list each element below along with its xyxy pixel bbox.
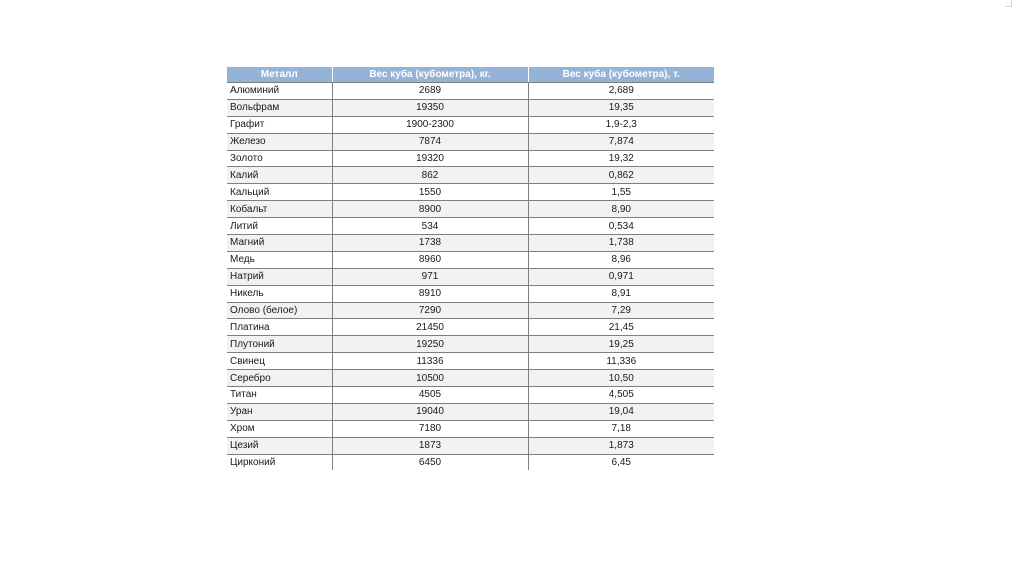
table-row [227,251,714,268]
cell-weight-kg: 7874 [332,133,528,150]
cell-weight-kg: 10500 [332,370,528,387]
table-row [227,235,714,252]
cell-metal-name: Хром [227,420,332,437]
table-row [227,116,714,133]
cell-weight-t: 1,9-2,3 [528,116,714,133]
cell-weight-kg: 1873 [332,437,528,454]
cell-weight-t: 11,336 [528,353,714,370]
cell-weight-t: 19,04 [528,403,714,420]
cell-weight-kg: 2689 [332,83,528,100]
cell-weight-t: 0,862 [528,167,714,184]
table-row [227,133,714,150]
cell-weight-kg: 11336 [332,353,528,370]
cell-weight-kg: 19250 [332,336,528,353]
cell-metal-name: Алюминий [227,83,332,100]
table-row [227,285,714,302]
table-row [227,83,714,100]
table-row [227,268,714,285]
cell-weight-kg: 19040 [332,403,528,420]
table-row [227,319,714,336]
table-row [227,437,714,454]
cell-weight-t: 7,29 [528,302,714,319]
table-row [227,387,714,404]
cell-weight-kg: 4505 [332,387,528,404]
metal-density-table [227,67,714,470]
cell-weight-t: 1,738 [528,235,714,252]
header-metal: Металл [227,67,332,83]
cell-weight-t: 19,32 [528,150,714,167]
header-weight-t: Вес куба (кубометра), т. [528,67,714,83]
cell-weight-t: 7,18 [528,420,714,437]
cell-weight-t: 19,35 [528,99,714,116]
cell-metal-name: Титан [227,387,332,404]
table-row [227,99,714,116]
cell-metal-name: Кальций [227,184,332,201]
cell-metal-name: Литий [227,218,332,235]
cell-weight-kg: 1550 [332,184,528,201]
table-body [227,83,714,471]
table-row [227,184,714,201]
cell-metal-name: Медь [227,251,332,268]
cell-metal-name: Серебро [227,370,332,387]
table-row [227,167,714,184]
cell-weight-kg: 8900 [332,201,528,218]
cell-weight-t: 8,91 [528,285,714,302]
table-row [227,420,714,437]
cell-weight-kg: 1738 [332,235,528,252]
cell-metal-name: Никель [227,285,332,302]
cell-weight-kg: 8910 [332,285,528,302]
cell-metal-name: Плутоний [227,336,332,353]
cell-weight-kg: 19320 [332,150,528,167]
cell-weight-t: 2,689 [528,83,714,100]
table-row [227,370,714,387]
table-row [227,302,714,319]
cell-weight-kg: 21450 [332,319,528,336]
cell-weight-kg: 971 [332,268,528,285]
cell-metal-name: Платина [227,319,332,336]
cell-weight-kg: 7180 [332,420,528,437]
table-row [227,353,714,370]
cell-weight-kg: 1900-2300 [332,116,528,133]
cell-weight-t: 10,50 [528,370,714,387]
cell-metal-name: Магний [227,235,332,252]
cell-metal-name: Цирконий [227,454,332,470]
cell-metal-name: Вольфрам [227,99,332,116]
cell-weight-t: 1,55 [528,184,714,201]
cell-weight-t: 19,25 [528,336,714,353]
cell-weight-t: 0,971 [528,268,714,285]
cell-weight-t: 8,90 [528,201,714,218]
cell-weight-kg: 534 [332,218,528,235]
table-header-row [227,67,714,83]
table-row [227,150,714,167]
cell-metal-name: Натрий [227,268,332,285]
cell-weight-t: 7,874 [528,133,714,150]
cell-metal-name: Олово (белое) [227,302,332,319]
cell-weight-t: 4,505 [528,387,714,404]
cell-weight-kg: 6450 [332,454,528,470]
table-row [227,454,714,470]
cell-weight-t: 8,96 [528,251,714,268]
cell-weight-t: 6,45 [528,454,714,470]
cell-weight-kg: 862 [332,167,528,184]
cell-metal-name: Графит [227,116,332,133]
cell-metal-name: Калий [227,167,332,184]
cell-weight-kg: 19350 [332,99,528,116]
header-weight-kg: Вес куба (кубометра), кг. [332,67,528,83]
table-row [227,201,714,218]
cell-weight-kg: 8960 [332,251,528,268]
cell-metal-name: Кобальт [227,201,332,218]
cell-metal-name: Свинец [227,353,332,370]
cell-metal-name: Железо [227,133,332,150]
cell-metal-name: Уран [227,403,332,420]
cell-metal-name: Цезий [227,437,332,454]
cell-weight-t: 1,873 [528,437,714,454]
cell-weight-t: 0,534 [528,218,714,235]
cell-weight-t: 21,45 [528,319,714,336]
cell-metal-name: Золото [227,150,332,167]
cell-weight-kg: 7290 [332,302,528,319]
table-row [227,218,714,235]
table-row [227,403,714,420]
table-row [227,336,714,353]
slide-corner-mark [1005,0,1012,7]
